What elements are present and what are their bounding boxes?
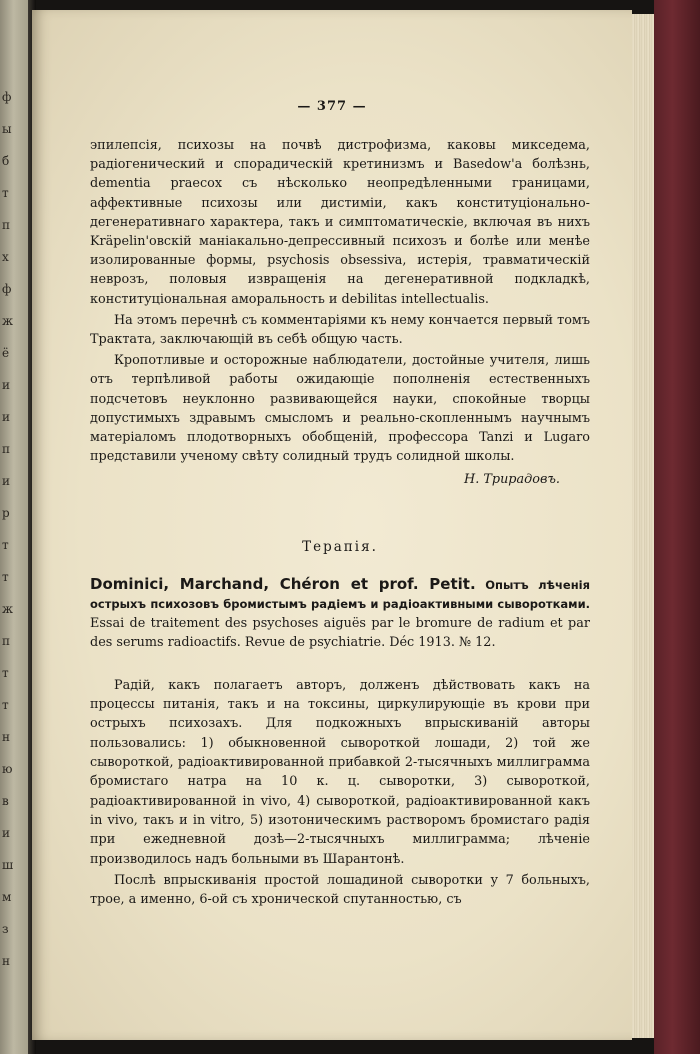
previous-page-fragment: в — [2, 794, 9, 808]
page-text — [90, 98, 590, 909]
paragraph-treatise-volume: На этомъ перечнѣ съ комментаріями къ нему кончается первый томъ Трактата, заключающій въ себѣ общую часть. — [90, 312, 590, 348]
previous-page-fragment: т — [2, 698, 9, 712]
previous-page-fragment: ф — [2, 282, 12, 296]
entry-title-french: Essai de traitement des psychoses aiguës par le bromure de radium et par des serums radioactifs. Revue de psychiatrie. Déc 1913. № 12. — [90, 615, 590, 650]
previous-page-fragment: з — [2, 922, 9, 936]
entry-authors: Dominici, Marchand, Chéron et prof. Petit. — [90, 574, 476, 593]
book-cover — [654, 0, 700, 1054]
previous-page-fragment: н — [2, 954, 10, 968]
book-page — [32, 10, 632, 1040]
previous-page-fragment: х — [2, 250, 9, 264]
review-body — [90, 676, 590, 910]
entry-title-russian: Опытъ лѣченія острыхъ психозовъ бромистымъ радіемъ и радіоактивными сыворотками. — [90, 577, 590, 611]
previous-page-fragment: и — [2, 826, 10, 840]
previous-page-fragment: ж — [2, 314, 14, 328]
previous-page-fragment: п — [2, 218, 10, 232]
previous-page-fragment: ш — [2, 858, 14, 872]
paragraph-results: Послѣ впрыскиванія простой лошадиной сыворотки у 7 больныхъ, трое, а именно, 6-ой съ хронической спутанностью, съ — [90, 872, 590, 908]
previous-page-fragment: т — [2, 186, 9, 200]
bibliographic-entry — [90, 575, 590, 652]
previous-page-fragment: т — [2, 538, 9, 552]
previous-page-fragment: ф — [2, 90, 12, 104]
previous-page-fragment: ж — [2, 602, 14, 616]
previous-page-fragment: т — [2, 666, 9, 680]
previous-page-fragment: р — [2, 506, 10, 520]
previous-page-edge — [0, 0, 30, 1054]
previous-page-fragment: п — [2, 442, 10, 456]
previous-page-fragment: ю — [2, 762, 13, 776]
paragraph-review-conclusion: Кропотливые и осторожные наблюдатели, достойные учителя, лишь отъ терпѣливой работы ожидающіе пополненія естественныхъ подсчетовъ неуклонно развивающейся науки, спокойные творцы допустимыхъ здравымъ смысломъ и реально-скопленнымъ научнымъ матеріаломъ плодотворныхъ обобщеній, профессора Tanzi и Lugaro представили ученому свѣту солидный трудъ солидной школы. — [90, 353, 590, 465]
previous-page-fragment: и — [2, 474, 10, 488]
previous-page-fragment: н — [2, 730, 10, 744]
page-number: — 377 — — [297, 99, 367, 114]
previous-page-fragment: и — [2, 410, 10, 424]
section-title: Терапія. — [302, 538, 378, 555]
paragraph-psychoses-list: эпилепсія, психозы на почвѣ дистрофизма, каковы микседема, радіогенический и спорадическій кретинизмъ и Basedow'а болѣзнь, dementia praecox съ нѣсколько неопредѣленными границами, аффективные психозы или дистиміи, какъ конституціонально-дегенеративнаго характера, такъ и симптоматическіе, включая въ нихъ Kräpelin'овскій маніакально-депрессивный психозъ и болѣе или менѣе изолированные формы, psychosis obsessiva, истерія, травматическій неврозъ, половыя извращенія на дегенеративной подкладкѣ, конституціональная аморальность и debilitas intellectualis. — [90, 138, 590, 307]
reviewer-signature: Н. Трирадовъ. — [464, 472, 560, 488]
previous-page-fragment: ё — [2, 346, 10, 360]
previous-page-fragment: м — [2, 890, 12, 904]
previous-page-fragment: и — [2, 378, 10, 392]
paragraph-radium-method: Радій, какъ полагаетъ авторъ, долженъ дѣйствовать какъ на процессы питанія, такъ и на токсины, циркулирующіе въ крови при острыхъ психозахъ. Для подкожныхъ впрыскиваній авторы пользовались: 1) обыкновенной сывороткой лошади, 2) той же сывороткой, радіоактивированной прибавкой 2-тысячныхъ миллиграмма бромистаго натра на 10 к. ц. сыворотки, 3) сывороткой, радіоактивированной in vivo, 4) сывороткой, радіоактивированной какъ in vivo, такъ и in vitro, 5) изотоническимъ растворомъ бромистаго радія при ежедневной дозѣ—2-тысячныхъ миллиграмма; лѣченіе производилось надъ больными въ Шарантонѣ. — [90, 677, 590, 867]
previous-page-fragment: т — [2, 570, 9, 584]
previous-page-fragment: б — [2, 154, 10, 168]
previous-page-fragment: ы — [2, 122, 12, 136]
previous-page-fragment: п — [2, 634, 10, 648]
